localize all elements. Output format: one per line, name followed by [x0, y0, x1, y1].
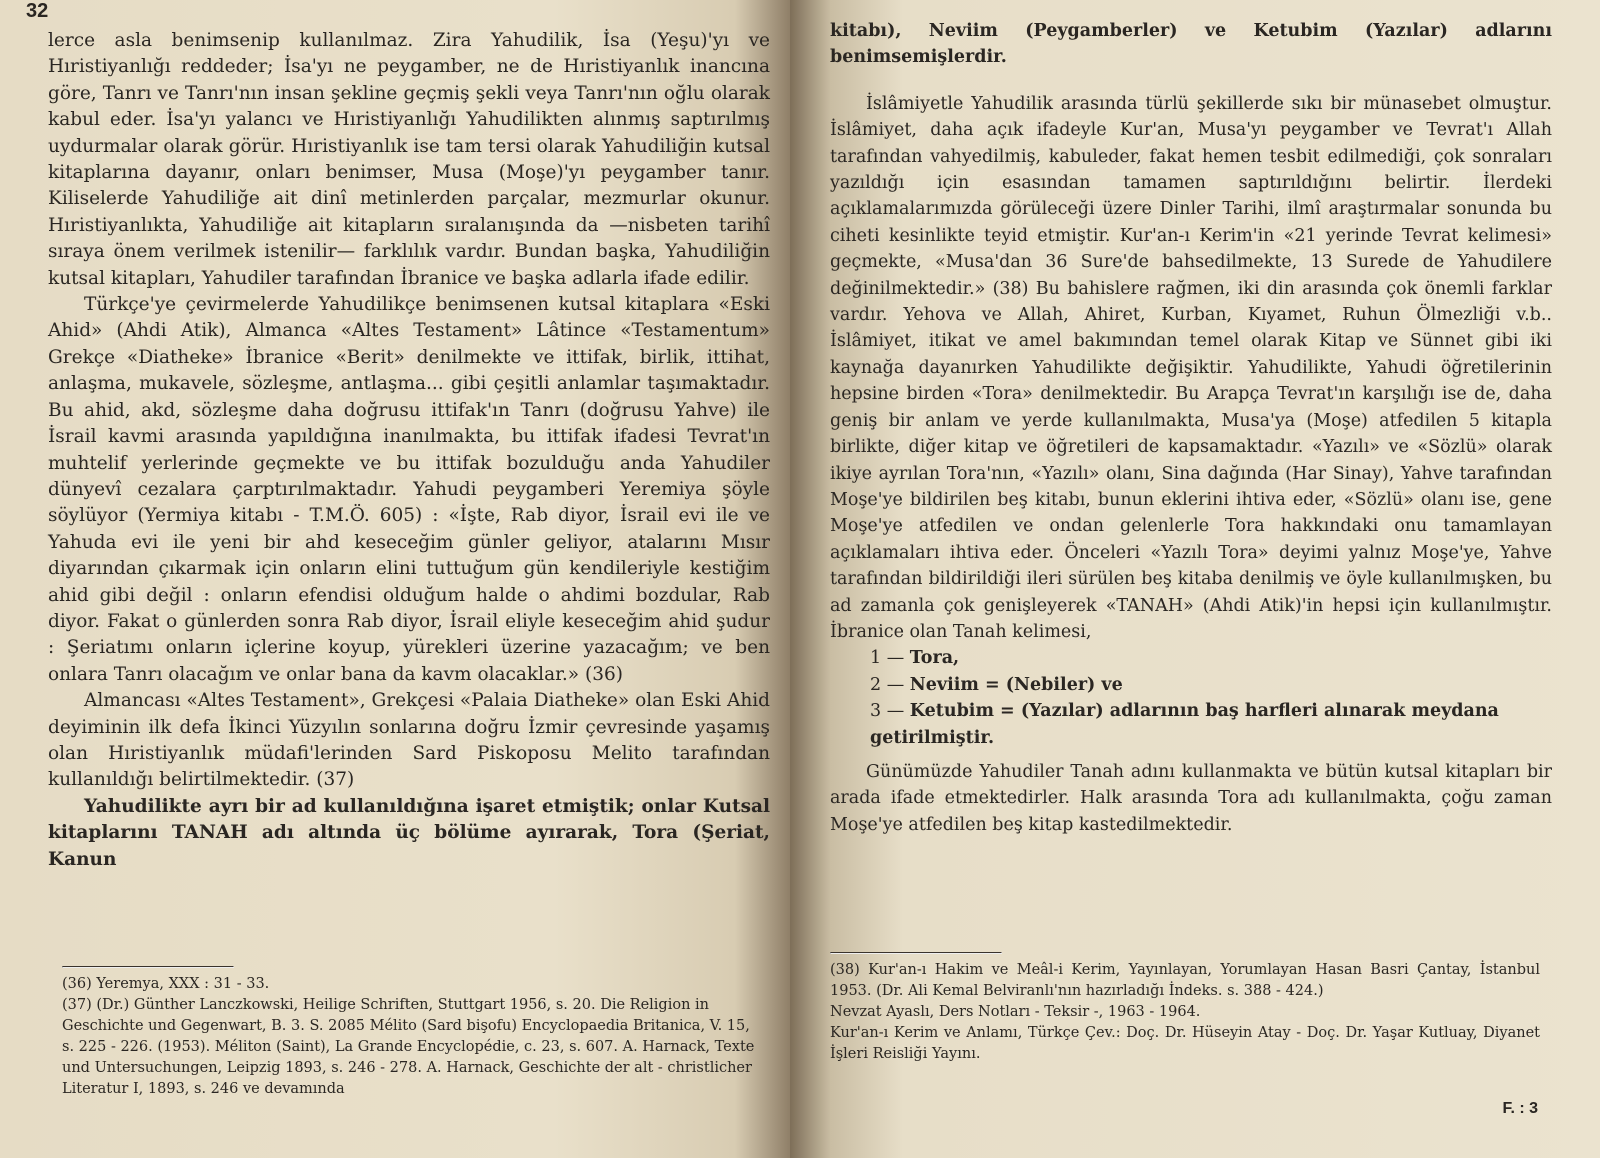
list-dash: —	[886, 648, 905, 669]
list-item	[830, 645, 1552, 671]
left-paragraph-2: Türkçe'ye çevirmelerde Yahudilikçe benimsenen kutsal kitaplara «Eski Ahid» (Ahdi Atik), Almanca «Altes Testament» Lâtince «Testamentum» Grekçe «Diatheke» İbranice «Berit» denilmekte ve ittifak, birlik, ittihat, anlaşma, mukavele, sözleşme, antlaşma... gibi çeşitli anlamlar taşımaktadır. Bu ahid, akd, sözleşme daha doğrusu ittifak'ın Tanrı (doğrusu Yahve) ile İsrail kavmi arasında yapıldığına inanılmakta, bu ittifak ifadesi Tevrat'ın muhtelif yerlerinde geçmekte ve bu ittifak bozulduğu anda Yahudiler dünyevî cezalara çarptırılmaktadır. Yahudi peygamberi Yeremiya şöyle söylüyor (Yermiya kitabı - T.M.Ö. 605) : «İşte, Rab diyor, İsrail evi ile ve Yahuda evi ile yeni bir ahd keseceğim günler geliyor, atalarını Mısır diyarından çıkarmak için onların elini tuttuğum gün kendileriyle kestiğim ahid gibi değil : onların efendisi olduğum halde o ahdimi bozdular, Rab diyor. Fakat o günlerden sonra Rab diyor, İsrail eliyle keseceğim ahid şudur : Şeriatımı onların içlerine koyup, yürekleri üzerine yazacağım; ve ben onlara Tanrı olacağım ve onlar bana da kavm olacaklar.» (36)	[48, 294, 770, 685]
right-page-label: F. : 3	[1502, 1100, 1538, 1117]
list-item	[830, 698, 1552, 751]
list-text: Ketubim = (Yazılar) adlarının baş harfleri alınarak meydana getirilmiştir.	[870, 701, 1499, 748]
left-paragraph-1: lerce asla benimsenip kullanılmaz. Zira Yahudilik, İsa (Yeşu)'yı ve Hıristiyanlığı reddeder; İsa'yı ne peygamber, ne de Hıristiyanlık inancına göre, Tanrı ve Tanrı'nın insan şekline geçmiş şekli veya Tanrı'nın oğlu olarak kabul eder. İsa'yı yalancı ve Hıristiyanlığı Yahudilikten alınmış saptırılmış uydurmalar olarak görür. Hıristiyanlık ise tam tersi olarak Yahudiliğin kutsal kitaplarına dayanır, onları benimser, Musa (Moşe)'yı peygamber tanır. Kiliselerde Yahudiliğe ait dinî metinlerden parçalar, mezmurlar okunur. Hıristiyanlıkta, Yahudiliğe ait kitapların sıralanışında da —nisbeten tarihî sıraya önem verilmek istenilir— farklılık vardır. Bundan başka, Yahudiliğin kutsal kitapları, Yahudiler tarafından İbranice ve başka adlarla ifade edilir.	[48, 30, 770, 289]
list-item	[830, 672, 1552, 698]
right-footnotes	[830, 952, 1540, 1065]
right-page-body	[830, 18, 1552, 838]
list-text: Neviim = (Nebiler) ve	[909, 674, 1123, 695]
footnote-36: (36) Yeremya, XXX : 31 - 33.	[62, 976, 270, 992]
footnote-38: (38) Kur'an-ı Hakim ve Meâl-i Kerim, Yayınlayan, Yorumlayan Hasan Basri Çantay, İstanbul 1953. (Dr. Ali Kemal Belviranlı'nın hazırladığı İndeks. s. 388 - 424.)	[830, 962, 1540, 999]
footnote-rule	[62, 966, 234, 968]
list-number: 3	[870, 701, 882, 722]
left-page-body	[48, 28, 770, 873]
left-page	[0, 0, 790, 1158]
right-paragraph-1: kitabı), Neviim (Peygamberler) ve Ketubim (Yazılar) adlarını benimsemişlerdir.	[830, 21, 1552, 68]
footnote-37: (37) (Dr.) Günther Lanczkowski, Heilige Schriften, Stuttgart 1956, s. 20. Die Religion in Geschichte und Gegenwart, B. 3. S. 2085 Mélito (Sard bişofu) Encyclopaedia Britanica, V. 15, s. 225 - 226. (1953). Méliton (Saint), La Grande Encyclopédie, c. 23, s. 607. A. Harnack, Texte und Untersuchungen, Leipzig 1893, s. 246 - 278. A. Harnack, Geschichte der alt - christlicher Literatur I, 1893, s. 246 ve devamında	[62, 997, 755, 1097]
list-number: 1	[870, 648, 882, 669]
left-footnotes	[62, 966, 762, 1100]
tanah-list	[830, 645, 1552, 751]
right-page	[790, 0, 1600, 1158]
list-number: 2	[870, 674, 882, 695]
left-paragraph-4: Yahudilikte ayrı bir ad kullanıldığına işaret etmiştik; onlar Kutsal kitaplarını TANAH adı altında üç bölüme ayırarak, Tora (Şeriat, Kanun	[48, 795, 770, 870]
footnote-ayasli: Nevzat Ayaslı, Ders Notları - Teksir -, 1963 - 1964.	[830, 1004, 1201, 1020]
left-paragraph-3: Almancası «Altes Testament», Grekçesi «Palaia Diatheke» olan Eski Ahid deyiminin ilk defa İkinci Yüzyılın sonlarına doğru İzmir çevresinde yaşamış olan Hıristiyanlık müdafi'lerinden Sard Piskoposu Melito tarafından kullanıldığı belirtilmektedir. (37)	[48, 690, 770, 791]
list-dash: —	[886, 674, 905, 695]
list-text: Tora,	[909, 648, 960, 669]
footnote-kuran: Kur'an-ı Kerim ve Anlamı, Türkçe Çev.: Doç. Dr. Hüseyin Atay - Doç. Dr. Yaşar Kutluay, Diyanet İşleri Reisliği Yayını.	[830, 1025, 1540, 1062]
right-paragraph-3: Günümüzde Yahudiler Tanah adını kullanmakta ve bütün kutsal kitapları bir arada ifade etmektedirler. Halk arasında Tora adı kullanılmakta, çoğu zaman Moşe'ye atfedilen beş kitap kastedilmektedir.	[830, 761, 1552, 835]
right-paragraph-2: İslâmiyetle Yahudilik arasında türlü şekillerde sıkı bir münasebet olmuştur. İslâmiyet, daha açık ifadeyle Kur'an, Musa'yı peygamber ve Tevrat'ı Allah tarafından vahyedilmiş, kabuleder, fakat hemen tesbit edilmediği, çok sonraları yazıldığı için esasından tamamen saptırıldığını belirtir. İlerdeki açıklamalarımızda görüleceği üzere Dinler Tarihi, ilmî araştırmalar sonunda bu ciheti kesinlikte teyid etmiştir. Kur'an-ı Kerim'in «21 yerinde Tevrat kelimesi» geçmekte, «Musa'dan 36 Sure'de bahsedilmekte, 13 Surede de Yahudilere değinilmektedir.» (38) Bu bahislere rağmen, iki din arasında çok önemli farklar vardır. Yehova ve Allah, Ahiret, Kurban, Kıyamet, Ruhun Ölmezliği v.b.. İslâmiyet, itikat ve amel bakımından temel olarak Kitap ve Sünnet gibi iki kaynağa dayanırken Yahudilikte değişiktir. Yahudilikte, Yahudi öğretilerinin hepsine birden «Tora» denilmektedir. Bu Arapça Tevrat'ın karşılığı ise de, daha geniş bir anlam ve yerde kullanılmakta, Musa'ya (Moşe) atfedilen 5 kitapla birlikte, diğer kitap ve öğretileri de kapsamaktadır. «Yazılı» ve «Sözlü» olarak ikiye ayrılan Tora'nın, «Yazılı» olanı, Sina dağında (Har Sinay), Yahve tarafından Moşe'ye bildirilen beş kitabı, bunun eklerini ihtiva eder, «Sözlü» olanı ise, gene Moşe'ye atfedilen ve ondan gelenlerle Tora hakkındaki onu tamamlayan açıklamaları ihtiva eder. Önceleri «Yazılı Tora» deyimi yalnız Moşe'ye, Yahve tarafından bildirildiği ileri sürülen beş kitaba denilmiş ve öyle kullanılmışken, bu ad zamanla çok genişleyerek «TANAH» (Ahdi Atik)'in hepsi için kullanılmıştır. İbranice olan Tanah kelimesi,	[830, 93, 1552, 642]
left-page-number: 32	[26, 0, 49, 22]
list-dash: —	[886, 701, 905, 722]
footnote-rule	[830, 952, 1002, 954]
